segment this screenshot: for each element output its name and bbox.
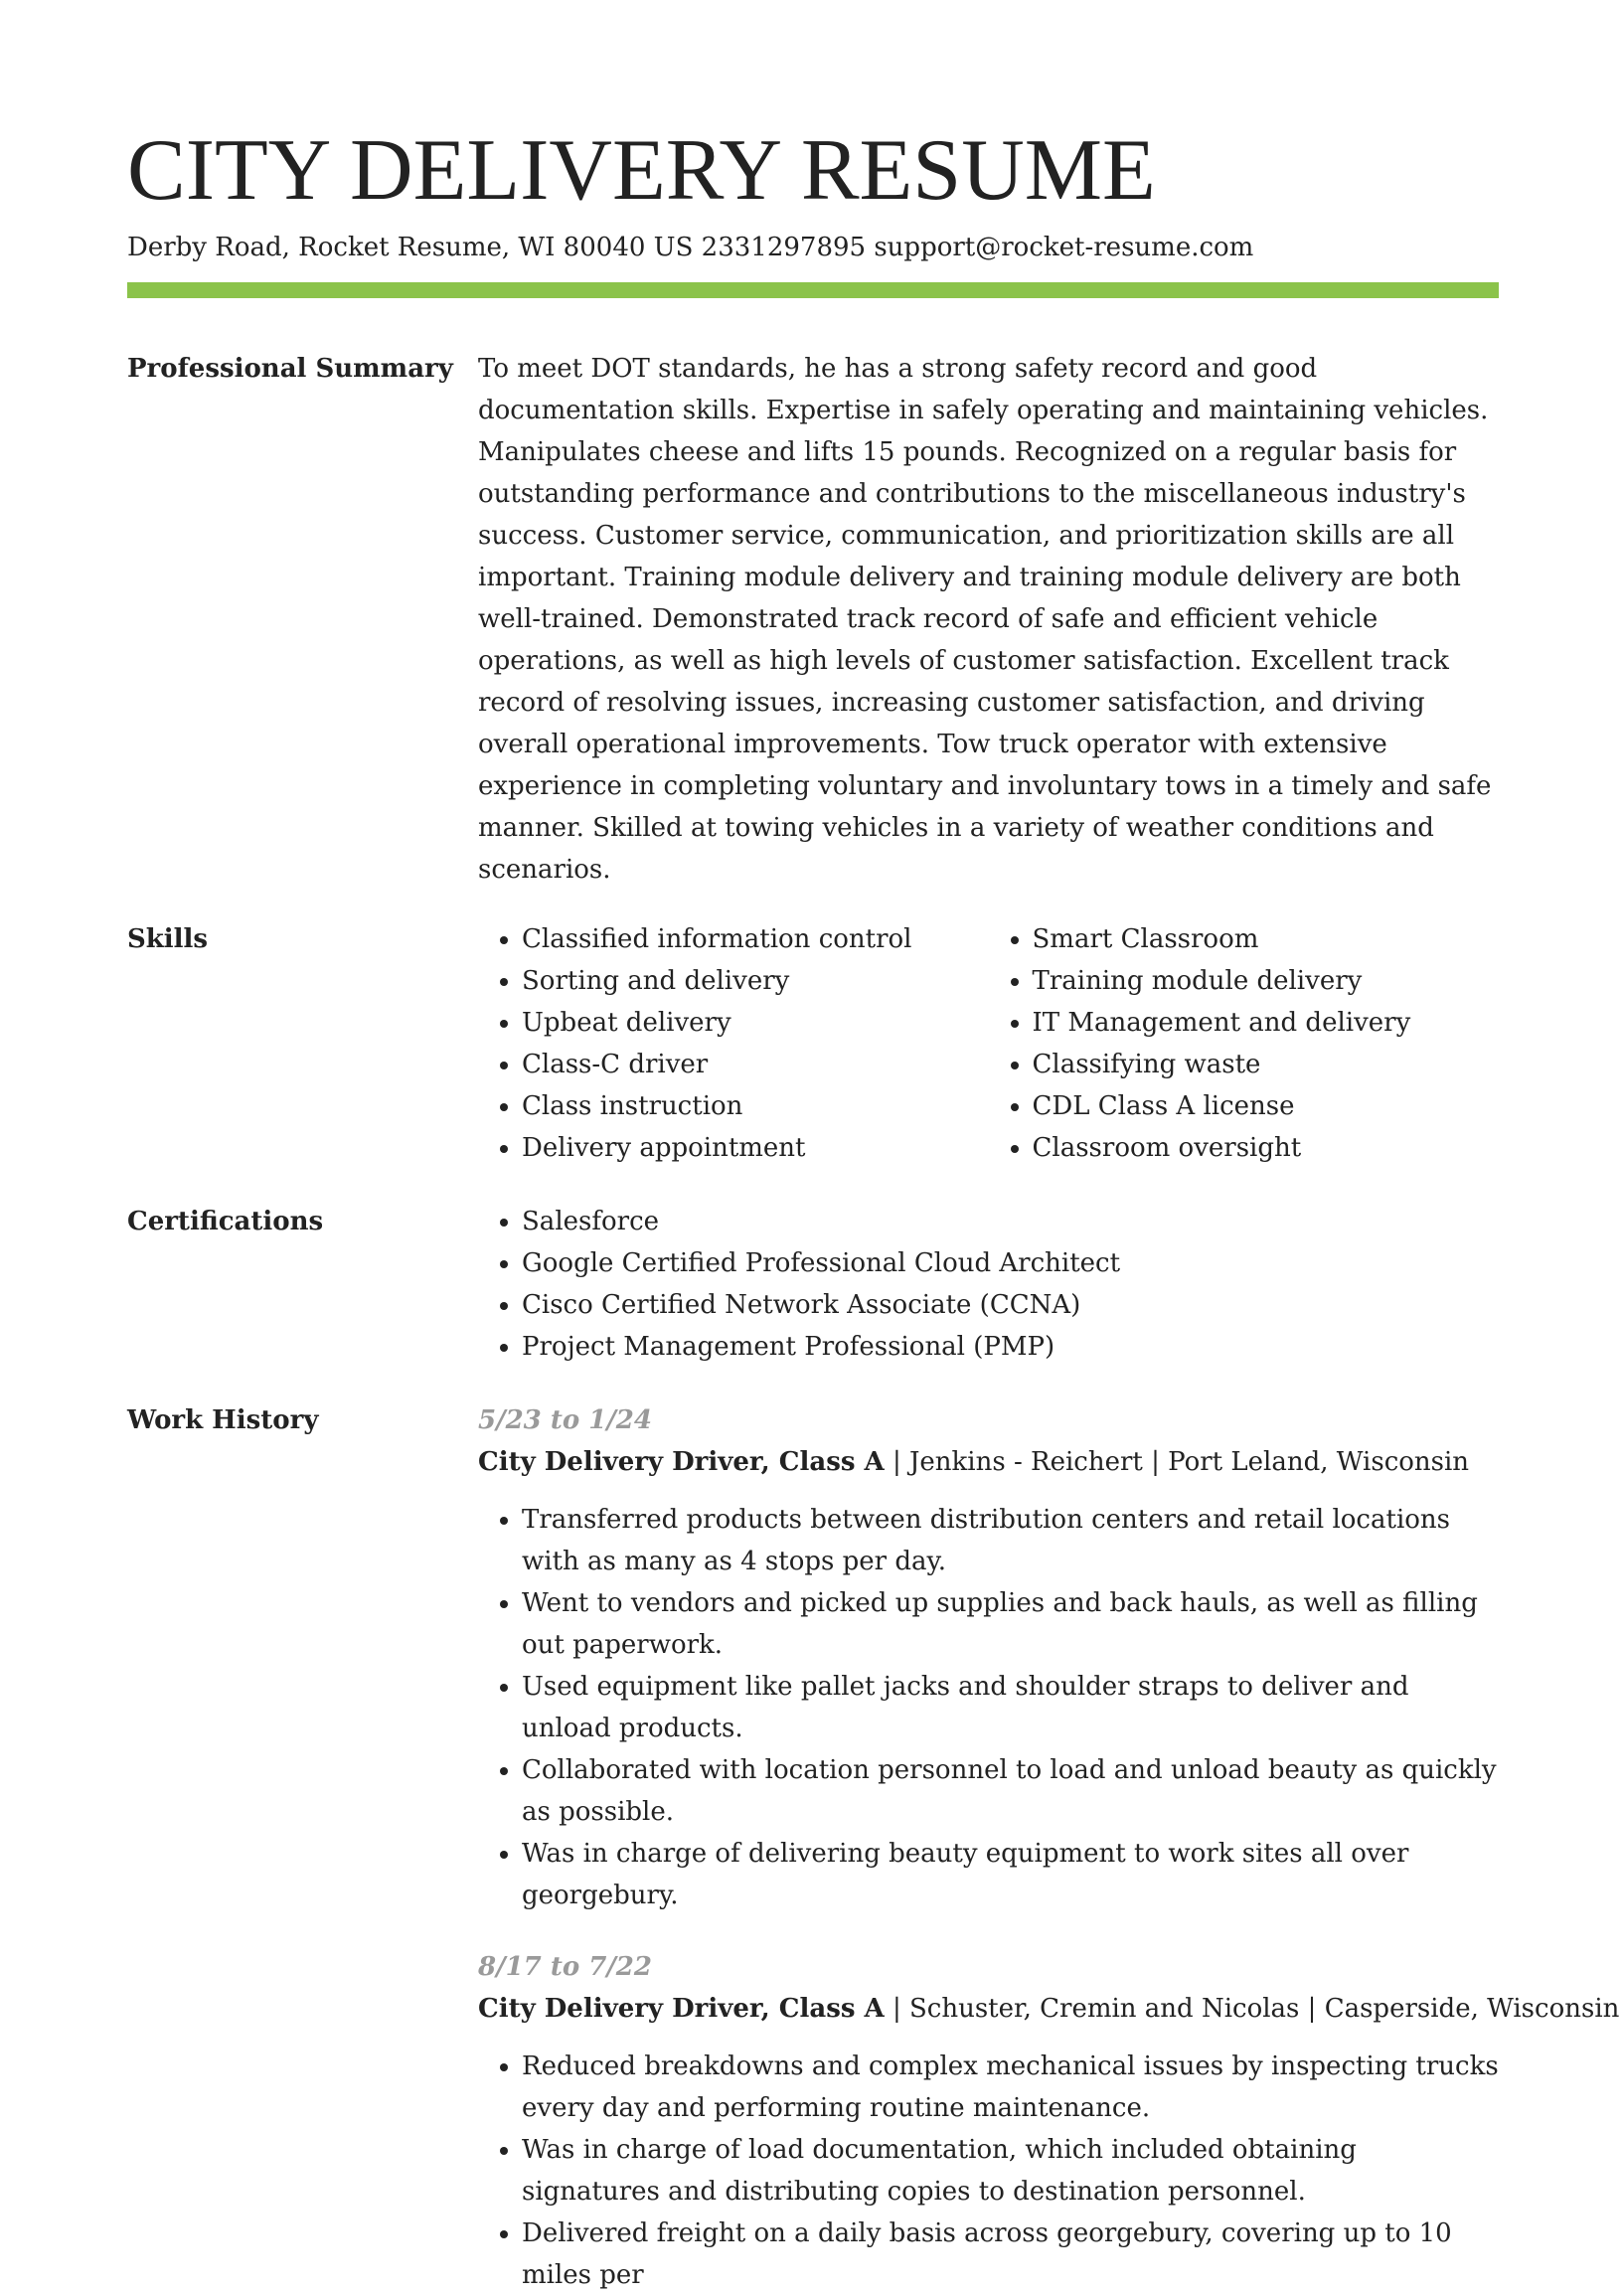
job-bullet: • Delivered freight on a daily basis across georgebury, covering up to 10 miles per: [522, 2213, 1499, 2296]
skill-item: • Class instruction: [522, 1085, 989, 1127]
job-bullet: • Went to vendors and picked up supplies and back hauls, as well as filling out paperwork.: [522, 1582, 1499, 1666]
certification-item: • Cisco Certified Network Associate (CCNA): [522, 1284, 1499, 1326]
job-dates: 8/17 to 7/22: [478, 1952, 652, 1982]
work-history-section: [127, 1399, 1620, 2296]
job-bullet: • Collaborated with location personnel to load and unload beauty as quickly as possible.: [522, 1749, 1499, 1833]
certifications-list: [478, 1201, 1499, 1368]
resume-page: [127, 0, 1620, 2296]
certification-item: • Project Management Professional (PMP): [522, 1326, 1499, 1368]
skills-column-right: [989, 918, 1500, 1169]
certification-item: • Google Certified Professional Cloud Architect: [522, 1242, 1499, 1284]
skills-section: [127, 918, 1499, 1169]
section-label: Work History: [127, 1405, 319, 1435]
job-bullets: [478, 1499, 1499, 1916]
skill-item: • Classified information control: [522, 918, 989, 960]
section-label: Certifications: [127, 1207, 324, 1236]
job-title-line: [478, 1441, 1499, 1483]
certification-item: • Salesforce: [522, 1201, 1499, 1242]
professional-summary-section: [127, 348, 1499, 891]
skills-grid: [478, 918, 1499, 1169]
job-bullet: • Reduced breakdowns and complex mechanical issues by inspecting trucks every day and performing routine maintenance.: [522, 2046, 1499, 2129]
resume-title: CITY DELIVERY RESUME: [127, 122, 1156, 219]
accent-divider: [127, 282, 1499, 298]
job-role: City Delivery Driver, Class A: [478, 1994, 885, 2024]
job-bullet: • Was in charge of load documentation, which included obtaining signatures and distributing copies to destination personnel.: [522, 2129, 1499, 2213]
skill-item: • Classroom oversight: [1033, 1127, 1500, 1169]
job-employer-location: | Schuster, Cremin and Nicolas | Casperside, Wisconsin: [884, 1994, 1620, 2024]
job-employer-location: | Jenkins - Reichert | Port Leland, Wisconsin: [884, 1447, 1470, 1477]
job-role: City Delivery Driver, Class A: [478, 1447, 885, 1477]
job-entry: [478, 1946, 1620, 2296]
skill-item: • IT Management and delivery: [1033, 1002, 1500, 1044]
skill-item: • Delivery appointment: [522, 1127, 989, 1169]
skill-item: • Training module delivery: [1033, 960, 1500, 1002]
skill-item: • Classifying waste: [1033, 1044, 1500, 1085]
skill-item: • Class-C driver: [522, 1044, 989, 1085]
certifications-section: [127, 1201, 1499, 1368]
job-bullets: [478, 2046, 1499, 2296]
job-title-line: [478, 1988, 1620, 2030]
job-entry: [478, 1399, 1499, 1916]
skill-item: • CDL Class A license: [1033, 1085, 1500, 1127]
contact-line: Derby Road, Rocket Resume, WI 80040 US 2331297895 support@rocket-resume.com: [127, 233, 1254, 262]
job-dates: 5/23 to 1/24: [478, 1405, 652, 1435]
summary-text: To meet DOT standards, he has a strong safety record and good documentation skills. Expertise in safely operating and maintaining vehicles. Manipulates cheese and lifts 15 pounds. Recognized on a regular basis for outstanding performance and contributions to the miscellaneous industry's success. Customer service, communication, and prioritization skills are all important. Training module delivery and training module delivery are both well-trained. Demonstrated track record of safe and efficient vehicle operations, as well as high levels of customer satisfaction. Excellent track record of resolving issues, increasing customer satisfaction, and driving overall operational improvements. Tow truck operator with extensive experience in completing voluntary and involuntary tows in a timely and safe manner. Skilled at towing vehicles in a variety of weather conditions and scenarios.: [478, 354, 1492, 885]
skills-column-left: [478, 918, 989, 1169]
job-bullet: • Was in charge of delivering beauty equipment to work sites all over georgebury.: [522, 1833, 1499, 1916]
job-bullet: • Transferred products between distribution centers and retail locations with as many as 4 stops per day.: [522, 1499, 1499, 1582]
skill-item: • Upbeat delivery: [522, 1002, 989, 1044]
job-bullet: • Used equipment like pallet jacks and shoulder straps to deliver and unload products.: [522, 1666, 1499, 1749]
skill-item: • Sorting and delivery: [522, 960, 989, 1002]
section-label: Skills: [127, 924, 209, 954]
section-label: Professional Summary: [127, 354, 453, 384]
skill-item: • Smart Classroom: [1033, 918, 1500, 960]
